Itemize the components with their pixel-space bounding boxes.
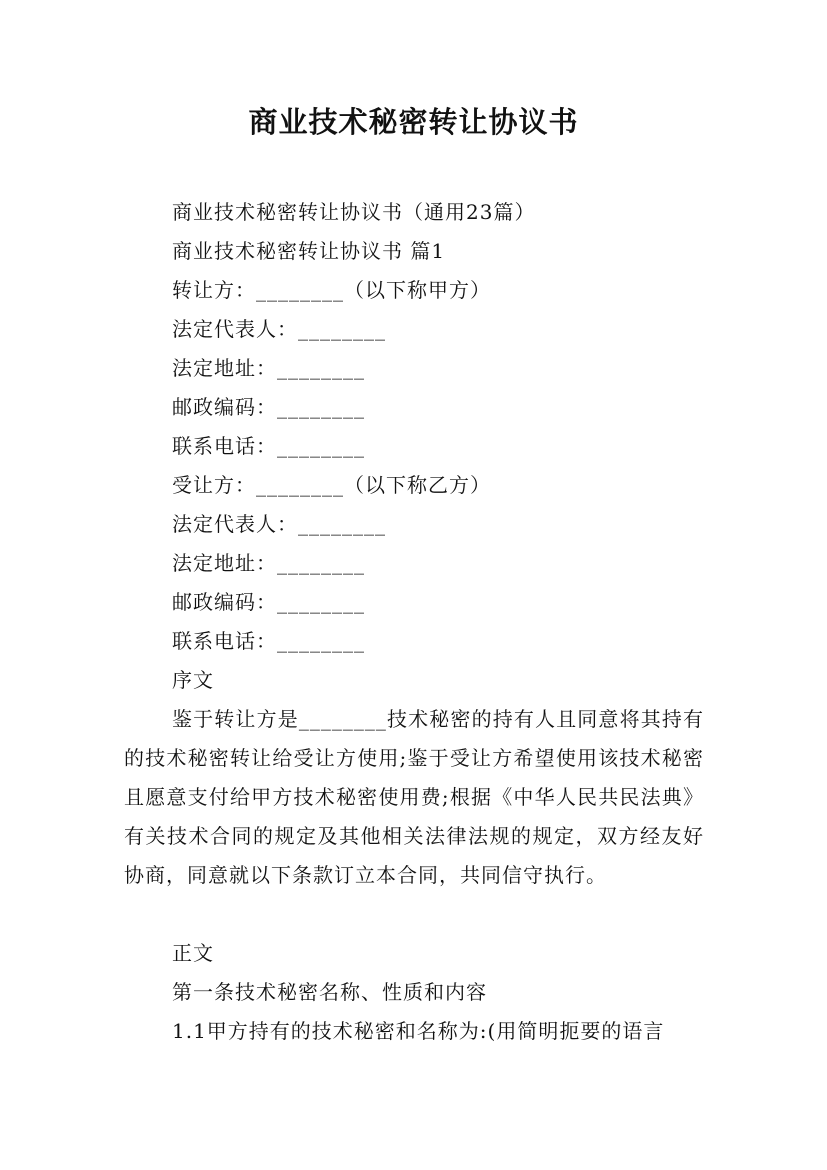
transferee-line: 受让方：________（以下称乙方） <box>172 473 491 497</box>
transferor-line: 转让方：________（以下称甲方） <box>172 278 491 302</box>
document-title: 商业技术秘密转让协议书 <box>248 105 579 139</box>
article-1-1-text: 1.1甲方持有的技术秘密和名称为:(用简明扼要的语言 <box>172 1019 665 1043</box>
transferee-address-line: 法定地址：________ <box>172 551 365 575</box>
transferor-phone-line: 联系电话：________ <box>172 434 365 458</box>
document-subtitle: 商业技术秘密转让协议书（通用23篇） <box>172 200 536 224</box>
transferor-postcode-line: 邮政编码：________ <box>172 395 365 419</box>
preamble-heading: 序文 <box>172 668 214 692</box>
preamble-paragraph: 鉴于转让方是________技术秘密的持有人且同意将其持有的技术秘密转让给受让方使用;鉴于受让方希望使用该技术秘密且愿意支付给甲方技术秘密使用费;根据《中华人民共民法典》有关技术合同的规定及其他相关法律法规的规定，双方经友好协商，同意就以下条款订立本合同，共同信守执行。 <box>124 707 704 887</box>
transferee-legal-rep-line: 法定代表人：________ <box>172 512 386 536</box>
article-1-heading: 第一条技术秘密名称、性质和内容 <box>172 980 487 1004</box>
body-heading: 正文 <box>172 941 214 965</box>
transferee-postcode-line: 邮政编码：________ <box>172 590 365 614</box>
section-heading: 商业技术秘密转让协议书 篇1 <box>172 239 446 263</box>
transferor-address-line: 法定地址：________ <box>172 356 365 380</box>
transferee-phone-line: 联系电话：________ <box>172 629 365 653</box>
transferor-legal-rep-line: 法定代表人：________ <box>172 317 386 341</box>
